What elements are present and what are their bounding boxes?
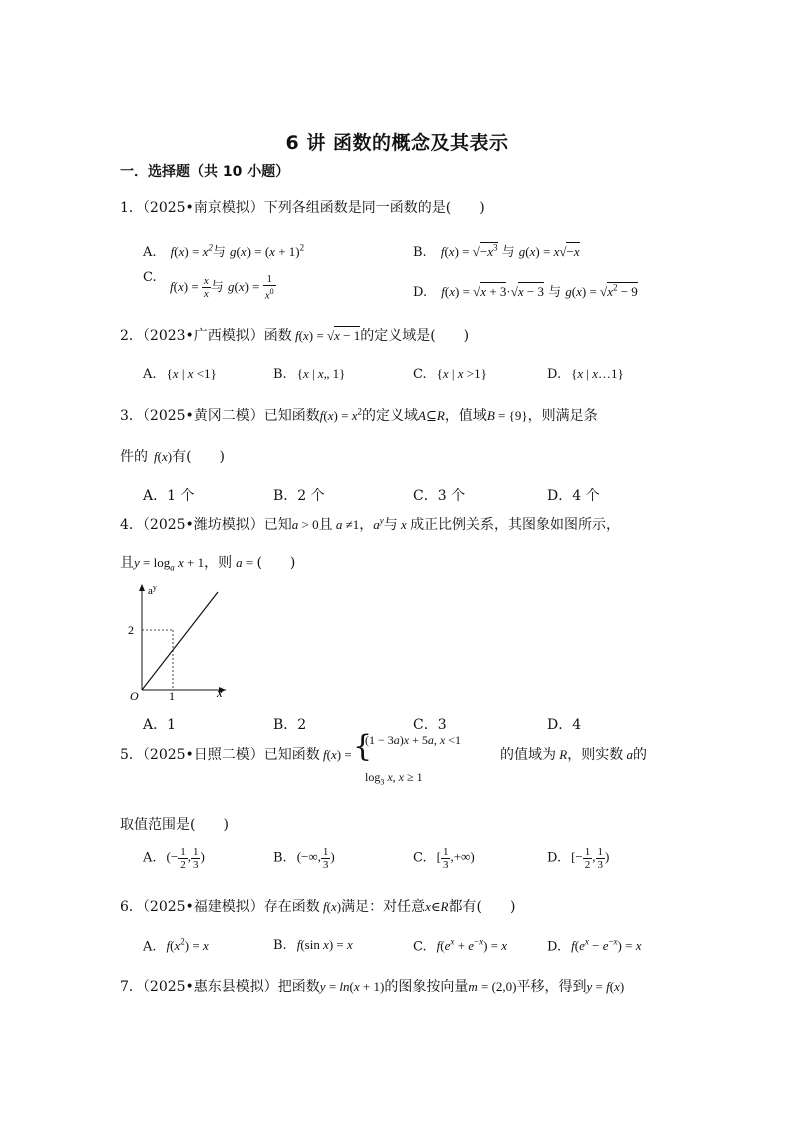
q2-option-d[interactable] xyxy=(547,366,624,382)
q5-option-d[interactable] xyxy=(547,846,609,871)
option-letter: B. xyxy=(273,850,287,866)
option-letter: D. xyxy=(547,939,562,955)
math-expression: {x | x <1} xyxy=(166,366,217,381)
stem-text: 都有( ) xyxy=(448,899,516,915)
q6-option-a[interactable] xyxy=(143,937,209,954)
fraction: $\frac{1}{x^0}$ xyxy=(264,273,274,302)
q3-option-a[interactable]: A．1 个 xyxy=(143,488,195,504)
math-expression: $f(x) = x^2$ xyxy=(319,406,362,423)
q3-option-d[interactable]: D．4 个 xyxy=(547,488,600,504)
q5-option-b[interactable] xyxy=(273,846,335,871)
math-expression: B = {9} xyxy=(486,408,528,423)
y-axis-arrow xyxy=(139,584,145,591)
stem-text: ，则 xyxy=(204,555,233,571)
question-5-stem-tail xyxy=(500,744,647,764)
math-expression: f(x) = √x − 1 xyxy=(291,328,361,343)
q2-option-c[interactable] xyxy=(413,366,487,382)
stem-text: 且 xyxy=(120,555,134,571)
q3-option-b[interactable]: B．2 个 xyxy=(273,488,325,504)
stem-text: 的 xyxy=(632,747,647,763)
math-expression: $f(x) = √-x^3$ xyxy=(440,242,498,259)
stem-text: 的值域为 xyxy=(500,747,556,763)
option-letter: C. xyxy=(413,939,427,955)
stem-text: ，则满足条 xyxy=(527,408,598,424)
option-letter: D. xyxy=(413,285,428,300)
question-4-stem: 4．（2025•潍坊模拟）已知a > 0且 a ≠1，$a^y$与 x 成正比例关系，其图象如图所示， xyxy=(120,515,621,533)
option-letter: C. xyxy=(413,850,427,866)
question-5-stem-line2: 取值范围是( ) xyxy=(120,817,229,833)
math-expression: $f(e^x - e^{-x}) = x$ xyxy=(571,937,642,954)
piecewise-brace: { xyxy=(353,729,373,764)
graph-line xyxy=(142,592,218,690)
y-axis-label: $a^y$ xyxy=(148,583,157,597)
stem-text: ( ) xyxy=(256,555,296,571)
option-letter: B. xyxy=(273,367,287,382)
math-expression: g(x) = xyxy=(227,278,263,294)
math-expression: f(x) xyxy=(319,899,342,914)
page-title: 6 讲 函数的概念及其表示 xyxy=(285,132,509,154)
option-letter: C. xyxy=(413,367,427,382)
q4-graph xyxy=(118,582,230,702)
question-1-stem: 1．（2025•南京模拟）下列各组函数是同一函数的是( ) xyxy=(120,200,485,216)
math-expression: $f(x^2) = x$ xyxy=(166,937,209,954)
math-expression: x xyxy=(397,517,411,532)
stem-text: 的定义域是( ) xyxy=(360,328,470,344)
math-expression: A⊆R xyxy=(418,408,445,423)
math-expression: $a^y$ xyxy=(373,515,384,532)
math-expression: f(x) = √x + 3·√x − 3 xyxy=(441,284,544,299)
q6-option-b[interactable] xyxy=(273,937,353,953)
x-tick-label: 1 xyxy=(169,689,175,702)
option-letter: B. xyxy=(413,245,427,260)
math-expression: a xyxy=(623,747,633,762)
q6-option-c[interactable] xyxy=(413,937,507,954)
option-letter: A. xyxy=(143,939,157,955)
math-expression: f(sin x) = x xyxy=(296,937,353,952)
math-expression: f(x) = xyxy=(170,278,202,294)
math-expression: y = f(x) xyxy=(586,979,625,994)
fraction: $\frac{x}{x}$ xyxy=(203,274,209,300)
stem-text: 有( ) xyxy=(172,449,226,465)
section-heading: 一．选择题（共 10 小题） xyxy=(120,164,290,180)
math-expression: $f(e^x + e^{-x}) = x$ xyxy=(436,937,508,954)
math-expression: {x | x >1} xyxy=(436,366,487,381)
math-expression: R xyxy=(556,747,568,762)
stem-text: 平移，得到 xyxy=(516,979,587,995)
q3-option-c[interactable]: C．3 个 xyxy=(413,488,466,504)
question-2-stem xyxy=(120,325,469,345)
option-letter: B. xyxy=(273,938,287,953)
math-expression: f(x) = xyxy=(319,747,352,762)
math-expression: f(x) xyxy=(154,449,173,464)
q2-option-a[interactable] xyxy=(143,366,217,382)
stem-text: 7．（2025•惠东县模拟）把函数 xyxy=(120,979,320,995)
math-expression: [ $\frac{1}{3}$ ,+∞) xyxy=(436,846,475,871)
math-expression: (− $\frac{1}{2}$ , $\frac{1}{3}$ ) xyxy=(166,846,205,871)
stem-text: 4．（2025•潍坊模拟）已知 xyxy=(120,517,292,533)
q1-option-b[interactable] xyxy=(413,241,580,260)
math-expression: x∈R xyxy=(425,899,449,914)
math-expression: {x | x…1} xyxy=(571,366,624,381)
question-7-stem xyxy=(120,976,624,996)
stem-text: 与 xyxy=(383,517,398,533)
q1-option-c-letter[interactable]: C. xyxy=(143,270,157,285)
stem-text: 的图象按向量 xyxy=(384,979,469,995)
q4-option-a[interactable]: A．1 xyxy=(143,717,177,733)
stem-text: 5．（2025•日照二模）已知函数 xyxy=(120,747,320,763)
connector-text: 与 xyxy=(497,245,519,260)
q4-option-d[interactable]: D．4 xyxy=(547,717,582,733)
q5-option-a[interactable] xyxy=(143,846,205,871)
question-4-stem-line2 xyxy=(120,552,295,573)
math-expression: m = (2,0) xyxy=(468,979,517,994)
q2-option-b[interactable] xyxy=(273,366,345,382)
question-6-stem xyxy=(120,896,515,916)
stem-text: 2．（2023•广西模拟）函数 xyxy=(120,328,292,344)
q4-option-b[interactable]: B．2 xyxy=(273,717,307,733)
math-expression: $g(x) = √x^2 - 9$ xyxy=(565,282,638,299)
q1-option-c[interactable] xyxy=(170,273,276,302)
math-expression: a = xyxy=(236,555,257,570)
q5-option-c[interactable] xyxy=(413,846,475,871)
option-letter: A. xyxy=(143,850,157,866)
connector-text: 与 xyxy=(210,279,224,295)
math-expression: (−∞, $\frac{1}{3}$ ) xyxy=(296,846,335,871)
q1-option-a[interactable] xyxy=(143,241,304,260)
math-expression: $f(x) = x^2$ xyxy=(170,242,213,259)
q6-option-d[interactable] xyxy=(547,937,642,954)
option-letter: A. xyxy=(143,245,157,260)
math-expression: [− $\frac{1}{2}$ , $\frac{1}{3}$ ) xyxy=(571,846,610,871)
stem-text: ，则实数 xyxy=(567,747,624,763)
question-5-stem xyxy=(120,744,352,764)
q4-option-c[interactable]: C．3 xyxy=(413,717,447,733)
math-expression: $g(x) = (x + 1)^2$ xyxy=(230,242,305,259)
math-expression: g(x) = x√−x xyxy=(518,244,580,259)
stem-text: 成正比例关系，其图象如图所示， xyxy=(410,517,621,533)
question-3-stem xyxy=(120,405,598,425)
stem-text: 满足：对任意 xyxy=(341,899,426,915)
stem-text: 的定义域 xyxy=(362,408,418,424)
stem-text: 6．（2025•福建模拟）存在函数 xyxy=(120,899,320,915)
q1-option-d[interactable] xyxy=(413,281,638,300)
math-expression: a ≠1 xyxy=(332,517,360,532)
piecewise-case-1: (1 − 3a)x + 5a, x <1 xyxy=(365,733,461,747)
math-expression: {x | x„ 1} xyxy=(296,366,346,381)
option-letter: D. xyxy=(547,367,562,382)
stem-text: 件的 xyxy=(120,449,148,465)
connector-text: 与 xyxy=(544,285,566,300)
math-expression: y = ln(x + 1) xyxy=(319,979,385,994)
stem-text: 且 xyxy=(318,517,333,533)
origin-label: O xyxy=(130,689,139,702)
stem-text: ，值域 xyxy=(444,408,487,424)
connector-text: 与 xyxy=(212,245,226,260)
option-letter: D. xyxy=(547,850,562,866)
stem-text: 3．（2025•黄冈二模）已知函数 xyxy=(120,408,320,424)
piecewise-case-2: $\log_3 x$, x ≥ 1 xyxy=(365,770,423,787)
math-expression: a > 0 xyxy=(291,517,319,532)
y-tick-label: 2 xyxy=(128,623,134,637)
math-expression: $y = \log_a x + 1$ xyxy=(134,555,205,573)
option-letter: A. xyxy=(143,367,157,382)
x-axis-label: x xyxy=(217,685,223,700)
question-3-stem-line2 xyxy=(120,446,225,466)
